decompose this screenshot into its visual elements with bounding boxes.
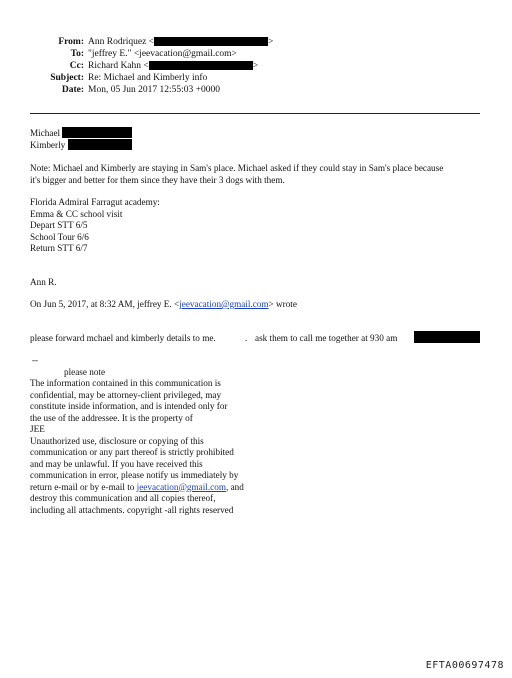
disclaimer-line: return e-mail or by e-mail to jeevacation@gmail.com, and <box>30 481 244 492</box>
redaction-block <box>154 37 268 46</box>
disclaimer-line: confidential, may be attorney-client privileged, may <box>30 389 222 400</box>
to-value: "jeffrey E." <jeevacation@gmail.com> <box>88 49 237 59</box>
close-bracket: > <box>268 37 274 47</box>
disclaimer-line: communication or any part thereof is strictly prohibited <box>30 447 234 457</box>
school-visit-block <box>30 197 160 255</box>
disclaimer-line: destroy this communication and all copies thereof, <box>30 493 216 503</box>
school-line: Emma & CC school visit <box>30 208 123 219</box>
call-request: ask them to call me together at 930 am <box>255 333 398 343</box>
disclaimer-line: JEE <box>30 424 45 434</box>
from-value: Ann Rodriquez < <box>88 37 155 47</box>
school-line: Depart STT 6/5 <box>30 220 88 230</box>
school-line: Return STT 6/7 <box>30 243 88 253</box>
school-line: Florida Admiral Farragut academy: <box>30 197 160 207</box>
redaction-block <box>62 127 132 138</box>
disclaimer-line: communication in error, please notify us immediately by <box>30 470 239 480</box>
cc-label: Cc: <box>69 61 84 71</box>
disclaimer-line: constitute inside information, and is intended only for <box>30 401 228 411</box>
separator-dot: . <box>245 333 248 343</box>
signature-dashes: -- <box>32 355 39 365</box>
disclaimer-line: Unauthorized use, disclosure or copying of this <box>30 435 204 446</box>
please-note: please note <box>64 367 106 377</box>
to-label: To: <box>70 49 84 59</box>
close-bracket: > <box>252 61 259 71</box>
email-link[interactable]: jeevacation@gmail.com <box>179 299 269 309</box>
disclaimer-line: and may be unlawful. If you have received this <box>30 458 203 469</box>
subject-value: Re: Michael and Kimberly info <box>88 73 208 83</box>
email-link[interactable]: jeevacation@gmail.com <box>136 481 226 492</box>
from-label: From: <box>58 37 84 47</box>
name-michael: Michael <box>30 128 61 138</box>
redaction-block <box>149 61 253 70</box>
bates-number: EFTA00697478 <box>425 660 504 671</box>
forward-request: please forward mchael and kimberly details to me. <box>30 333 216 343</box>
redaction-block <box>414 331 480 343</box>
disclaimer-line: including all attachments. copyright -all rights reserved <box>30 504 234 515</box>
school-line: School Tour 6/6 <box>30 231 89 242</box>
name-kimberly: Kimberly <box>30 140 66 150</box>
note-line: Note: Michael and Kimberly are staying in Sam's place. Michael asked if they could stay in Sam's place because <box>30 163 444 173</box>
note-paragraph <box>30 163 443 186</box>
date-value: Mon, 05 Jun 2017 12:55:03 +0000 <box>88 85 221 95</box>
disclaimer-line: the use of the addressee. It is the property of <box>30 412 193 423</box>
subject-label: Subject: <box>50 73 84 83</box>
signature: Ann R. <box>30 277 57 287</box>
quote-intro: On Jun 5, 2017, at 8:32 AM, jeffrey E. <jeevacation@gmail.com> wrote <box>30 299 297 309</box>
disclaimer-line: The information contained in this communication is <box>30 378 221 388</box>
cc-value: Richard Kahn < <box>88 61 149 71</box>
redaction-block <box>68 139 132 150</box>
date-label: Date: <box>61 85 84 95</box>
note-line: it's bigger and better for them since they have their 3 dogs with them. <box>30 174 285 185</box>
header-divider <box>30 113 480 114</box>
disclaimer-paragraph <box>30 378 244 516</box>
